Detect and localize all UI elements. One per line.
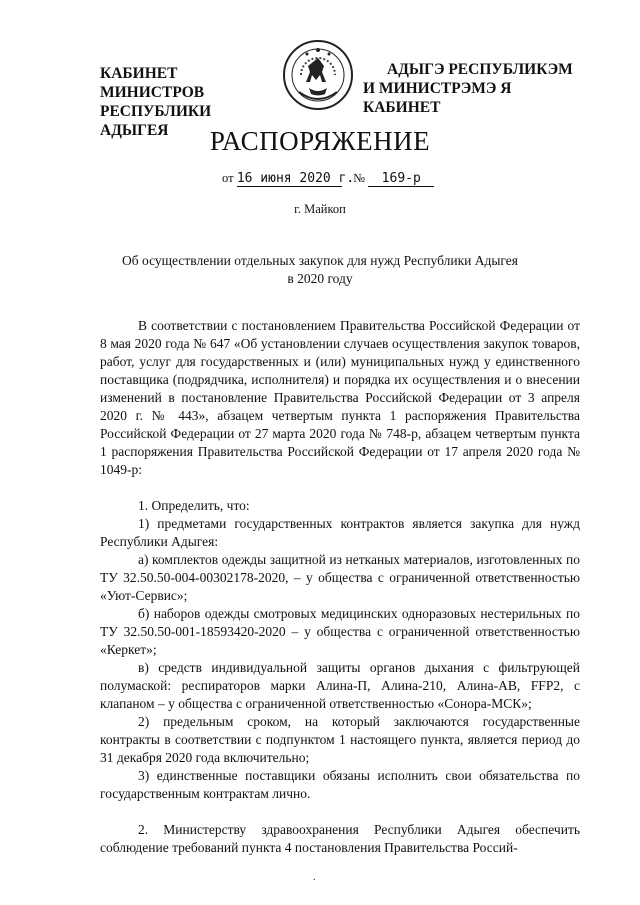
subject-heading: [100, 252, 540, 288]
document-number: 169-р: [368, 171, 434, 187]
subject-line1: Об осуществлении отдельных закупок для нужд Республики Адыгея: [122, 253, 518, 268]
clause-1-2: 2) предельным сроком, на который заключаются государственные контракты в соответствии с подпунктом 1 настоящего пункта, является период до 31 декабря 2020 года включительно;: [100, 714, 580, 765]
date-text: 16 июня 2020: [236, 171, 331, 186]
number-sign: №: [353, 171, 365, 185]
city-line: г. Майкоп: [294, 202, 346, 216]
clause-1-1: 1) предметами государственных контрактов является закупка для нужд Республики Адыгея:: [100, 516, 580, 549]
clause-1-1-v: в) средств индивидуальной защиты органов дыхания с фильтрующей полумаской: респираторов марки Алина-П, Алина-210, Алина-АВ, FFP2, с клапаном – у общества с ограниченной ответственностью «Сонора-МСК»;: [100, 660, 580, 711]
subject-line2: в 2020 году: [287, 271, 353, 286]
year-suffix: г.: [338, 171, 355, 186]
header-left-line2: РЕСПУБЛИКИ АДЫГЕЯ: [100, 103, 212, 139]
clause-1-heading: 1. Определить, что:: [138, 498, 250, 513]
clause-2: 2. Министерству здравоохранения Республики Адыгея обеспечить соблюдение требований пункта 4 постановления Правительства Россий-: [100, 822, 580, 855]
date-prefix: от: [222, 171, 234, 185]
preamble-paragraph: В соответствии с постановлением Правительства Российской Федерации от 8 мая 2020 года № 647 «Об установлении случаев осуществления закупок товаров, работ, услуг для государственных и (или) муниципальных нужд у единственного поставщика (подрядчика, исполнителя) и порядка их осуществления и о внесении изменений в постановление Правительства Российской Федерации от 3 апреля 2020 г. № 443», абзацем четвертым пункта 1 распоряжения Правительства Российской Федерации от 27 марта 2020 года № 748-р, абзацем четвертым пункта 1 распоряжения Правительства Российской Федерации от 17 апреля 2020 года № 1049-р:: [100, 318, 580, 477]
clause-1-1-b: б) наборов одежды смотровых медицинских одноразовых нестерильных по ТУ 32.50.50-001-18593420-2020 – у общества с ограниченной ответственностью «Керкет»;: [100, 606, 580, 657]
footer-dot: .: [313, 872, 316, 883]
clause-1-3: 3) единственные поставщики обязаны исполнить свои обязательства по государственным контрактам лично.: [100, 768, 580, 801]
date-value: [236, 171, 355, 187]
header-left-line1: КАБИНЕТ МИНИСТРОВ: [100, 65, 205, 101]
header-right-line1: АДЫГЭ РЕСПУБЛИКЭМ: [387, 61, 573, 78]
header-right-line2: И МИНИСТРЭМЭ Я КАБИНЕТ: [363, 80, 512, 116]
clause-1-1-a: а) комплектов одежды защитной из нетканых материалов, изготовленных по ТУ 32.50.50-004-00302178-2020, – у общества с ограниченной ответственностью «Уют-Сервис»;: [100, 552, 580, 603]
date-number-line: [222, 170, 482, 187]
document-body: [100, 317, 580, 857]
document-title: РАСПОРЯЖЕНИЕ: [209, 126, 431, 156]
header-right-ady: [363, 60, 583, 117]
coat-of-arms-icon: [281, 38, 355, 112]
